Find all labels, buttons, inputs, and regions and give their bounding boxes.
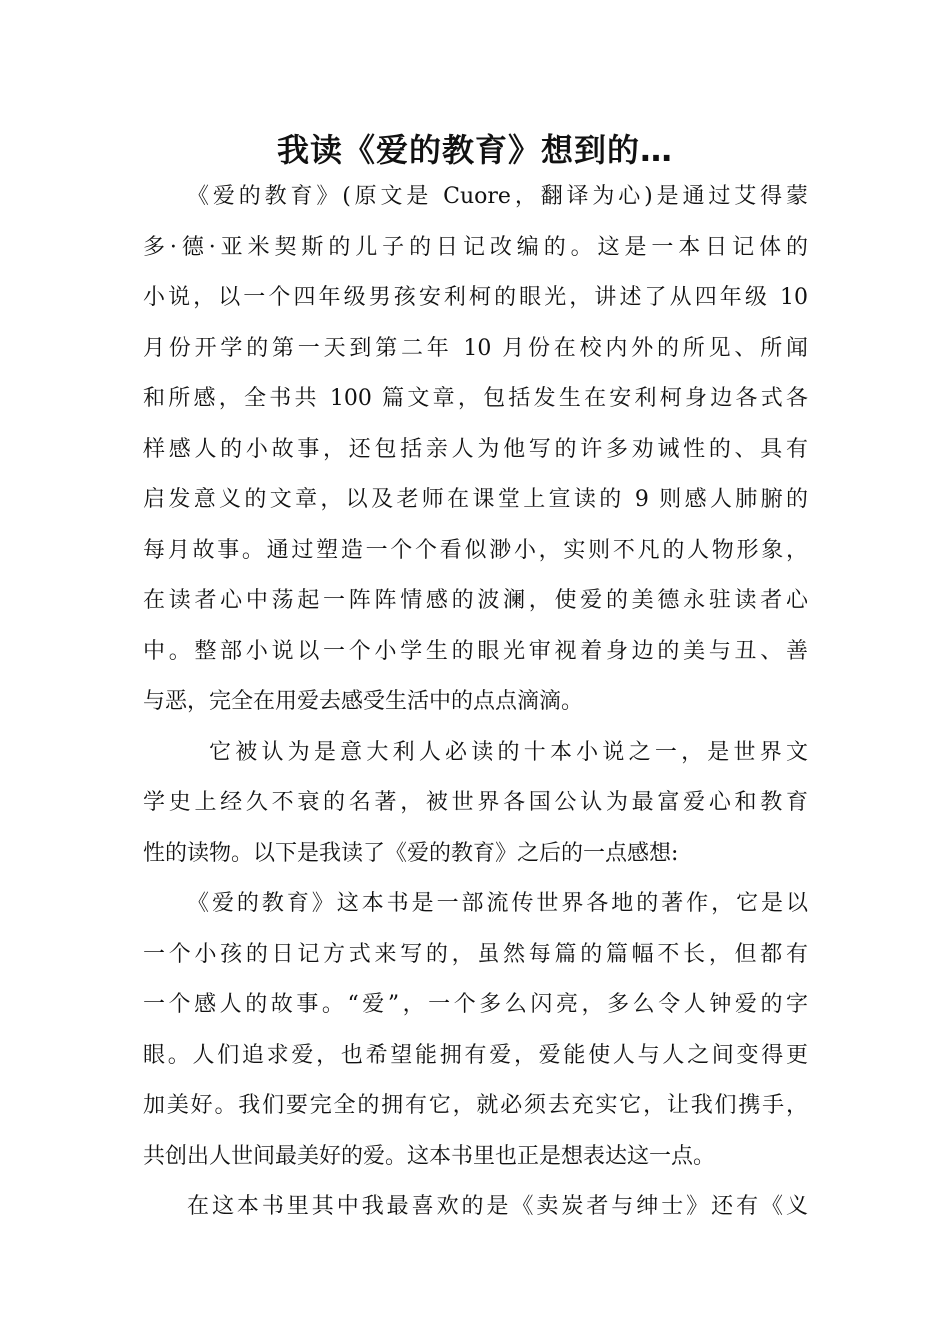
text-line: 与恶，完全在用爱去感受生活中的点点滴滴。 bbox=[143, 689, 584, 714]
document-body bbox=[143, 172, 808, 1233]
text-line: 《爱的教育》这本书是一部流传世界各地的著作，它是以 bbox=[187, 891, 808, 916]
text-line: 加美好。我们要完全的拥有它，就必须去充实它，让我们携手， bbox=[143, 1093, 808, 1118]
text-line: 它被认为是意大利人必读的十本小说之一，是世界文 bbox=[209, 739, 808, 765]
text-line: 和所感，全书共 100 篇文章，包括发生在安利柯身边各式各 bbox=[143, 386, 808, 411]
paragraph-4 bbox=[143, 1182, 808, 1233]
text-line: 一个小孩的日记方式来写的，虽然每篇的篇幅不长，但都有 bbox=[143, 941, 808, 967]
paragraph-2 bbox=[143, 728, 808, 880]
text-line: 一个感人的故事。“爱”，一个多么闪亮，多么令人钟爱的字 bbox=[143, 992, 808, 1017]
document-title: 我读《爱的教育》想到的… bbox=[276, 131, 673, 169]
text-line: 共创出人世间最美好的爱。这本书里也正是想表达这一点。 bbox=[143, 1143, 716, 1169]
text-line: 样感人的小故事，还包括亲人为他写的许多劝诫性的、具有 bbox=[143, 436, 808, 462]
text-line: 性的读物。以下是我读了《爱的教育》之后的一点感想: bbox=[143, 840, 679, 866]
text-line: 启发意义的文章，以及老师在课堂上宣读的 9 则感人肺腑的 bbox=[143, 487, 808, 512]
text-line: 中。整部小说以一个小学生的眼光审视着身边的美与丑、善 bbox=[143, 638, 808, 664]
paragraph-3 bbox=[143, 879, 808, 1182]
text-line: 《爱的教育》(原文是 Cuore，翻译为心)是通过艾得蒙 bbox=[187, 184, 808, 209]
text-line: 在这本书里其中我最喜欢的是《卖炭者与绅士》还有《义 bbox=[187, 1194, 808, 1219]
text-line: 小说，以一个四年级男孩安利柯的眼光，讲述了从四年级 10 bbox=[143, 285, 808, 310]
text-line: 每月故事。通过塑造一个个看似渺小，实则不凡的人物形象， bbox=[143, 537, 808, 563]
text-line: 月份开学的第一天到第二年 10 月份在校内外的所见、所闻 bbox=[143, 335, 808, 361]
paragraph-1 bbox=[143, 172, 808, 728]
text-line: 眼。人们追求爱，也希望能拥有爱，爱能使人与人之间变得更 bbox=[143, 1042, 808, 1068]
text-line: 在读者心中荡起一阵阵情感的波澜，使爱的美德永驻读者心 bbox=[143, 588, 808, 613]
text-line: 学史上经久不衰的名著，被世界各国公认为最富爱心和教育 bbox=[143, 790, 808, 815]
text-line: 多·德·亚米契斯的儿子的日记改编的。这是一本日记体的 bbox=[143, 234, 808, 260]
